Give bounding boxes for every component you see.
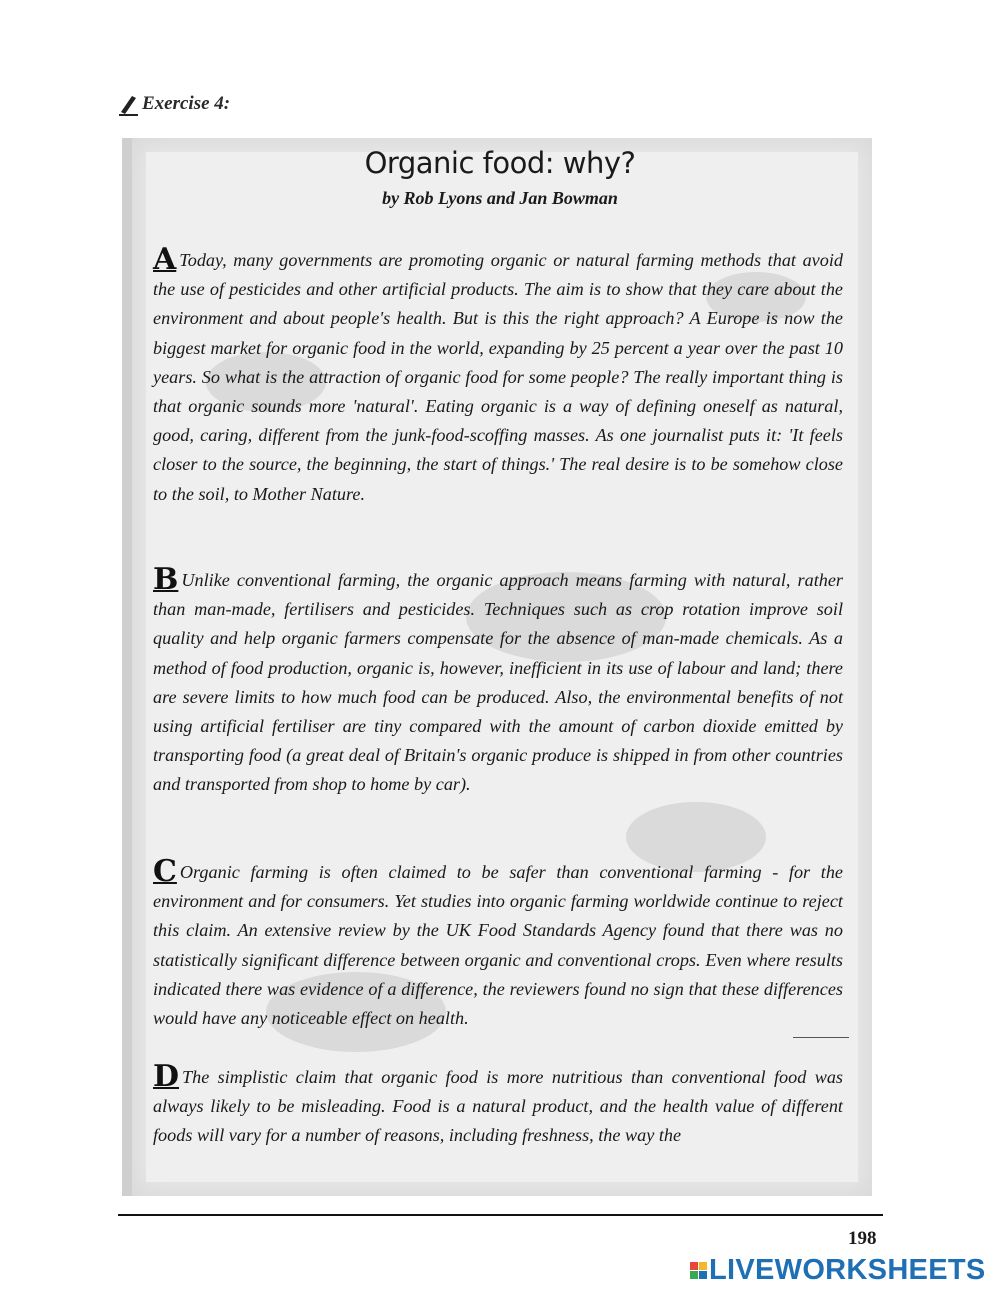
paragraph-c: [153, 854, 843, 1033]
exercise-label: Exercise 4:: [142, 93, 231, 114]
drop-cap: B: [153, 562, 179, 597]
pen-icon: [118, 92, 140, 116]
article-title: Organic food: why?: [364, 146, 636, 180]
page-number: 198: [848, 1228, 877, 1249]
logo-grid-icon: [690, 1262, 707, 1279]
paragraph-d: [153, 1059, 843, 1151]
exercise-heading: [118, 92, 230, 116]
divider: [793, 1037, 849, 1038]
footer-rule: [118, 1214, 883, 1216]
paragraph-b: [153, 562, 843, 800]
logo-text: LIVEWORKSHEETS: [709, 1254, 986, 1286]
paragraph-text: Organic farming is often claimed to be safer than conventional farming - for the environment and for consumers. Yet studies into organic farming worldwide continue to reject this claim. An extensive review by the UK Food Standards Agency found that there was no statistically significant difference between organic and conventional crops. Even where results indicated there was evidence of a difference, the reviewers found no sign that these differences would have any noticeable effect on health.: [153, 862, 843, 1029]
article-byline: by Rob Lyons and Jan Bowman: [382, 188, 618, 208]
drop-cap: C: [153, 854, 177, 889]
paragraph-text: Unlike conventional farming, the organic approach means farming with natural, rather than man-made, fertilisers and pesticides. Techniques such as crop rotation improve soil quality and help organic farmers compensate for the absence of man-made chemicals. As a method of food production, organic is, however, inefficient in its use of labour and land; there are severe limits to how much food can be produced. Also, the environmental benefits of not using artificial fertiliser are tiny compared with the amount of carbon dioxide emitted by transporting food (a great deal of Britain's organic produce is shipped in from other countries and transported from shop to home by car).: [153, 570, 843, 795]
drop-cap: D: [153, 1059, 180, 1094]
paragraph-a: [153, 242, 843, 509]
paragraph-text: The simplistic claim that organic food is more nutritious than conventional food was always likely to be misleading. Food is a natural product, and the health value of different foods will vary for a number of reasons, including freshness, the way the: [153, 1067, 843, 1146]
liveworksheets-logo[interactable]: [690, 1254, 986, 1287]
paragraph-text: Today, many governments are promoting organic or natural farming methods that avoid the use of pesticides and other artificial products. The aim is to show that they care about the environment and about people's health. But is this the right approach? A Europe is now the biggest market for organic food in the world, expanding by 25 percent a year over the past 10 years. So what is the attraction of organic food for some people? The really important thing is that organic sounds more 'natural'. Eating organic is a way of defining oneself as natural, good, caring, different from the junk-food-scoffing masses. As one journalist puts it: 'It feels closer to the source, the beginning, the start of things.' The real desire is to be somehow close to the soil, to Mother Nature.: [153, 250, 843, 504]
drop-cap: A: [153, 242, 177, 277]
